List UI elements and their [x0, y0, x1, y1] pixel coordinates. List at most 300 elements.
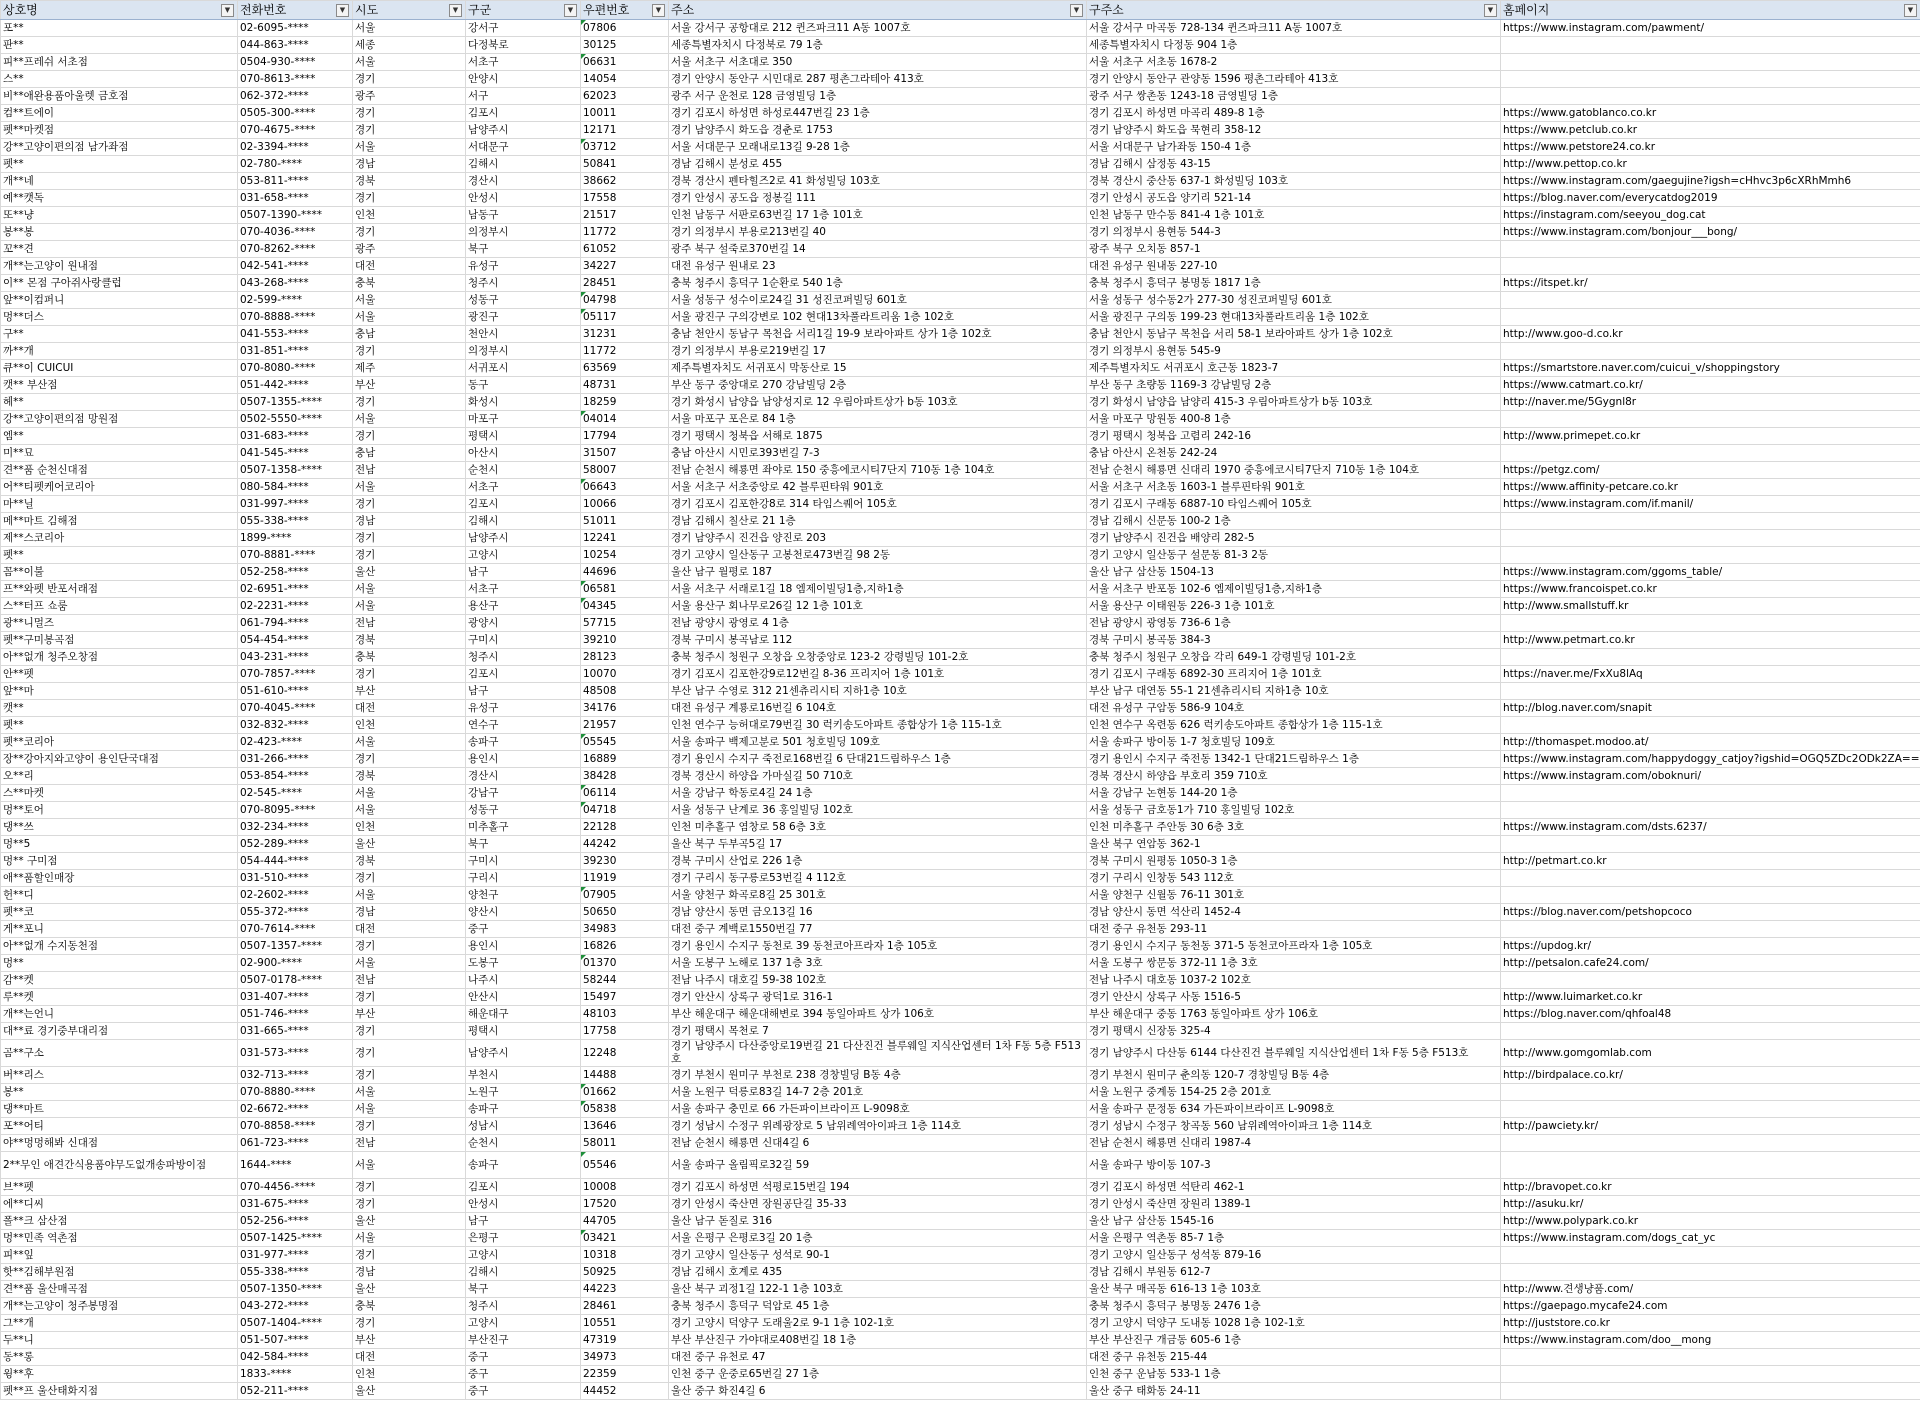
cell-homepage[interactable]: https://smartstore.naver.com/cuicui_v/shoppingstory: [1501, 360, 1920, 377]
cell-province[interactable]: 인천: [353, 717, 466, 734]
cell-district[interactable]: 강서구: [466, 20, 581, 37]
cell-old-address[interactable]: 경기 구리시 인창동 543 112호: [1087, 870, 1501, 887]
cell-phone[interactable]: 02-780-****: [238, 156, 353, 173]
cell-address[interactable]: 경기 의정부시 부용로213번길 40: [669, 224, 1087, 241]
cell-address[interactable]: 경북 경산시 하양읍 가마실길 50 710호: [669, 768, 1087, 785]
cell-homepage[interactable]: https://www.instagram.com/pawment/: [1501, 20, 1920, 37]
table-row[interactable]: [1, 224, 1920, 241]
cell-province[interactable]: 인천: [353, 1366, 466, 1383]
cell-phone[interactable]: 031-683-****: [238, 428, 353, 445]
cell-district[interactable]: 남양주시: [466, 1040, 581, 1067]
cell-address[interactable]: 부산 남구 수영로 312 21센츄리시티 지하1층 10호: [669, 683, 1087, 700]
cell-district[interactable]: 성남시: [466, 1118, 581, 1135]
cell-address[interactable]: 서울 양천구 화곡로8길 25 301호: [669, 887, 1087, 904]
cell-phone[interactable]: 043-268-****: [238, 275, 353, 292]
cell-old-address[interactable]: 대전 유성구 원내동 227-10: [1087, 258, 1501, 275]
cell-old-address[interactable]: 경북 경산시 중산동 637-1 화성빌딩 103호: [1087, 173, 1501, 190]
cell-homepage[interactable]: [1501, 54, 1920, 71]
cell-phone[interactable]: 0507-1350-****: [238, 1281, 353, 1298]
cell-name[interactable]: 댕**마트: [1, 1101, 238, 1118]
cell-name[interactable]: 펫**코리아: [1, 734, 238, 751]
cell-address[interactable]: 경기 고양시 일산동구 성석로 90-1: [669, 1247, 1087, 1264]
cell-district[interactable]: 김해시: [466, 156, 581, 173]
cell-province[interactable]: 울산: [353, 836, 466, 853]
cell-old-address[interactable]: 인천 미추홀구 주안동 30 6층 3호: [1087, 819, 1501, 836]
cell-phone[interactable]: 02-545-****: [238, 785, 353, 802]
cell-phone[interactable]: 0507-0178-****: [238, 972, 353, 989]
cell-phone[interactable]: 054-454-****: [238, 632, 353, 649]
cell-address[interactable]: 서울 서초구 서초대로 350: [669, 54, 1087, 71]
cell-homepage[interactable]: http://petsalon.cafe24.com/: [1501, 955, 1920, 972]
cell-homepage[interactable]: https://blog.naver.com/petshopcoco: [1501, 904, 1920, 921]
cell-old-address[interactable]: 광주 북구 오치동 857-1: [1087, 241, 1501, 258]
cell-name[interactable]: 큐**이 CUICUI: [1, 360, 238, 377]
cell-district[interactable]: 고양시: [466, 1247, 581, 1264]
cell-address[interactable]: 인천 미추홀구 염창로 58 6층 3호: [669, 819, 1087, 836]
table-row[interactable]: [1, 1213, 1920, 1230]
cell-address[interactable]: 서울 송파구 올림픽로32길 59: [669, 1152, 1087, 1179]
cell-address[interactable]: 경기 성남시 수정구 위례광장로 5 남위례역아이파크 1층 114호: [669, 1118, 1087, 1135]
cell-old-address[interactable]: 전남 나주시 대호동 1037-2 102호: [1087, 972, 1501, 989]
cell-province[interactable]: 광주: [353, 241, 466, 258]
table-row[interactable]: [1, 1135, 1920, 1152]
cell-zipcode[interactable]: 21957: [581, 717, 669, 734]
cell-address[interactable]: 경기 고양시 일산동구 고봉천로473번길 98 2동: [669, 547, 1087, 564]
cell-homepage[interactable]: http://birdpalace.co.kr/: [1501, 1067, 1920, 1084]
cell-phone[interactable]: 070-8888-****: [238, 309, 353, 326]
cell-phone[interactable]: 0507-1358-****: [238, 462, 353, 479]
table-row[interactable]: [1, 785, 1920, 802]
cell-district[interactable]: 성동구: [466, 292, 581, 309]
cell-district[interactable]: 남구: [466, 1213, 581, 1230]
cell-name[interactable]: 캣**: [1, 700, 238, 717]
cell-old-address[interactable]: 서울 도봉구 쌍문동 372-11 1층 3호: [1087, 955, 1501, 972]
table-row[interactable]: [1, 751, 1920, 768]
table-row[interactable]: [1, 632, 1920, 649]
table-row[interactable]: [1, 615, 1920, 632]
cell-old-address[interactable]: 경기 용인시 수지구 동천동 371-5 동천코아프라자 1층 105호: [1087, 938, 1501, 955]
cell-homepage[interactable]: [1501, 241, 1920, 258]
cell-district[interactable]: 노원구: [466, 1084, 581, 1101]
cell-old-address[interactable]: 서울 송파구 문정동 634 가든파이브라이프 L-9098호: [1087, 1101, 1501, 1118]
cell-homepage[interactable]: https://blog.naver.com/qhfoal48: [1501, 1006, 1920, 1023]
cell-name[interactable]: 견**품 울산매곡점: [1, 1281, 238, 1298]
cell-district[interactable]: 안성시: [466, 190, 581, 207]
cell-province[interactable]: 대전: [353, 1349, 466, 1366]
table-row[interactable]: [1, 1179, 1920, 1196]
cell-address[interactable]: 서울 송파구 충민로 66 가든파이브라이프 L-9098호: [669, 1101, 1087, 1118]
cell-name[interactable]: 브**펫: [1, 1179, 238, 1196]
table-row[interactable]: [1, 666, 1920, 683]
cell-address[interactable]: 서울 성동구 성수이로24길 31 성진코퍼빌딩 601호: [669, 292, 1087, 309]
cell-province[interactable]: 경기: [353, 547, 466, 564]
cell-address[interactable]: 경기 남양주시 진건읍 양진로 203: [669, 530, 1087, 547]
cell-address[interactable]: 대전 유성구 계룡로16번길 6 104호: [669, 700, 1087, 717]
cell-name[interactable]: 헌**디: [1, 887, 238, 904]
cell-zipcode[interactable]: 10254: [581, 547, 669, 564]
cell-zipcode[interactable]: 22128: [581, 819, 669, 836]
cell-zipcode[interactable]: 44452: [581, 1383, 669, 1400]
cell-district[interactable]: 북구: [466, 836, 581, 853]
cell-homepage[interactable]: [1501, 547, 1920, 564]
cell-homepage[interactable]: [1501, 292, 1920, 309]
cell-province[interactable]: 경기: [353, 1023, 466, 1040]
table-row[interactable]: [1, 360, 1920, 377]
cell-zipcode[interactable]: 04798: [581, 292, 669, 309]
cell-phone[interactable]: 044-863-****: [238, 37, 353, 54]
cell-zipcode[interactable]: 05838: [581, 1101, 669, 1118]
cell-old-address[interactable]: 서울 강남구 논현동 144-20 1층: [1087, 785, 1501, 802]
cell-district[interactable]: 안양시: [466, 71, 581, 88]
cell-name[interactable]: 어**티펫케어코리아: [1, 479, 238, 496]
cell-province[interactable]: 경기: [353, 122, 466, 139]
cell-zipcode[interactable]: 06114: [581, 785, 669, 802]
cell-name[interactable]: 야**멍멍해봐 신대점: [1, 1135, 238, 1152]
cell-name[interactable]: 비**애완용품아울렛 금호점: [1, 88, 238, 105]
cell-homepage[interactable]: [1501, 513, 1920, 530]
cell-old-address[interactable]: 경기 화성시 남양읍 남양리 415-3 우림아파트상가 b동 103호: [1087, 394, 1501, 411]
cell-province[interactable]: 서울: [353, 1152, 466, 1179]
cell-name[interactable]: 컴**트에이: [1, 105, 238, 122]
cell-old-address[interactable]: 경기 고양시 덕양구 도내동 1028 1층 102-1호: [1087, 1315, 1501, 1332]
cell-district[interactable]: 평택시: [466, 428, 581, 445]
cell-zipcode[interactable]: 11772: [581, 343, 669, 360]
cell-phone[interactable]: 0502-5550-****: [238, 411, 353, 428]
cell-old-address[interactable]: 경기 안성시 죽산면 장원리 1389-1: [1087, 1196, 1501, 1213]
cell-address[interactable]: 경기 남양주시 다산중앙로19번길 21 다산진건 블루웨일 지식산업센터 1차 F동 5층 F513호: [669, 1040, 1087, 1067]
cell-homepage[interactable]: https://www.affinity-petcare.co.kr: [1501, 479, 1920, 496]
cell-address[interactable]: 대전 중구 계백로1550번길 77: [669, 921, 1087, 938]
cell-province[interactable]: 서울: [353, 54, 466, 71]
cell-homepage[interactable]: [1501, 1349, 1920, 1366]
cell-old-address[interactable]: 경기 의정부시 용현동 545-9: [1087, 343, 1501, 360]
cell-zipcode[interactable]: 44705: [581, 1213, 669, 1230]
cell-homepage[interactable]: http://www.luimarket.co.kr: [1501, 989, 1920, 1006]
cell-old-address[interactable]: 경기 안산시 상록구 사동 1516-5: [1087, 989, 1501, 1006]
cell-name[interactable]: 루**켓: [1, 989, 238, 1006]
cell-phone[interactable]: 070-8080-****: [238, 360, 353, 377]
cell-province[interactable]: 경기: [353, 1118, 466, 1135]
cell-phone[interactable]: 02-6095-****: [238, 20, 353, 37]
cell-old-address[interactable]: 부산 부산진구 개금동 605-6 1층: [1087, 1332, 1501, 1349]
cell-district[interactable]: 광진구: [466, 309, 581, 326]
cell-phone[interactable]: 02-423-****: [238, 734, 353, 751]
cell-phone[interactable]: 061-723-****: [238, 1135, 353, 1152]
cell-homepage[interactable]: https://instagram.com/seeyou_dog.cat: [1501, 207, 1920, 224]
table-row[interactable]: [1, 836, 1920, 853]
cell-province[interactable]: 경기: [353, 496, 466, 513]
cell-name[interactable]: 핫**김해부원점: [1, 1264, 238, 1281]
cell-district[interactable]: 의정부시: [466, 343, 581, 360]
cell-name[interactable]: 두**니: [1, 1332, 238, 1349]
cell-zipcode[interactable]: 10318: [581, 1247, 669, 1264]
table-row[interactable]: [1, 275, 1920, 292]
cell-homepage[interactable]: https://www.petclub.co.kr: [1501, 122, 1920, 139]
cell-homepage[interactable]: https://www.instagram.com/if.manil/: [1501, 496, 1920, 513]
cell-province[interactable]: 서울: [353, 20, 466, 37]
cell-district[interactable]: 의정부시: [466, 224, 581, 241]
cell-phone[interactable]: 052-258-****: [238, 564, 353, 581]
table-row[interactable]: [1, 241, 1920, 258]
cell-name[interactable]: 안**펫: [1, 666, 238, 683]
cell-homepage[interactable]: https://www.gatoblanco.co.kr: [1501, 105, 1920, 122]
col-header-name[interactable]: [1, 1, 238, 20]
cell-province[interactable]: 서울: [353, 802, 466, 819]
cell-zipcode[interactable]: 10066: [581, 496, 669, 513]
cell-name[interactable]: 멍**: [1, 955, 238, 972]
cell-phone[interactable]: 031-658-****: [238, 190, 353, 207]
cell-name[interactable]: 스**터프 쇼룸: [1, 598, 238, 615]
cell-province[interactable]: 서울: [353, 1230, 466, 1247]
cell-homepage[interactable]: http://bravopet.co.kr: [1501, 1179, 1920, 1196]
cell-name[interactable]: 판**: [1, 37, 238, 54]
cell-province[interactable]: 서울: [353, 139, 466, 156]
cell-address[interactable]: 경기 구리시 동구릉로53번길 4 112호: [669, 870, 1087, 887]
cell-homepage[interactable]: [1501, 836, 1920, 853]
cell-homepage[interactable]: http://naver.me/5Gygnl8r: [1501, 394, 1920, 411]
cell-phone[interactable]: 043-231-****: [238, 649, 353, 666]
cell-address[interactable]: 경북 구미시 산업로 226 1층: [669, 853, 1087, 870]
cell-province[interactable]: 서울: [353, 309, 466, 326]
cell-province[interactable]: 충북: [353, 1298, 466, 1315]
cell-address[interactable]: 부산 동구 중앙대로 270 강남빌딩 2층: [669, 377, 1087, 394]
table-row[interactable]: [1, 530, 1920, 547]
cell-phone[interactable]: 1899-****: [238, 530, 353, 547]
cell-homepage[interactable]: [1501, 1135, 1920, 1152]
cell-homepage[interactable]: http://www.goo-d.co.kr: [1501, 326, 1920, 343]
cell-old-address[interactable]: 서울 서대문구 남가좌동 150-4 1층: [1087, 139, 1501, 156]
cell-homepage[interactable]: https://gaepago.mycafe24.com: [1501, 1298, 1920, 1315]
table-row[interactable]: [1, 1196, 1920, 1213]
cell-province[interactable]: 경남: [353, 1264, 466, 1281]
cell-old-address[interactable]: 충남 천안시 동남구 목천읍 서리 58-1 보라아파트 상가 1층 102호: [1087, 326, 1501, 343]
cell-district[interactable]: 평택시: [466, 1023, 581, 1040]
table-row[interactable]: [1, 938, 1920, 955]
cell-province[interactable]: 경남: [353, 513, 466, 530]
cell-address[interactable]: 경기 용인시 수지구 죽전로168번길 6 단대21드림하우스 1층: [669, 751, 1087, 768]
cell-address[interactable]: 서울 노원구 덕릉로83길 14-7 2층 201호: [669, 1084, 1087, 1101]
cell-province[interactable]: 서울: [353, 887, 466, 904]
cell-phone[interactable]: 051-610-****: [238, 683, 353, 700]
cell-zipcode[interactable]: 04718: [581, 802, 669, 819]
table-row[interactable]: [1, 156, 1920, 173]
cell-district[interactable]: 도봉구: [466, 955, 581, 972]
cell-district[interactable]: 아산시: [466, 445, 581, 462]
cell-homepage[interactable]: [1501, 802, 1920, 819]
table-row[interactable]: [1, 853, 1920, 870]
table-row[interactable]: [1, 700, 1920, 717]
cell-district[interactable]: 마포구: [466, 411, 581, 428]
cell-zipcode[interactable]: 58007: [581, 462, 669, 479]
cell-province[interactable]: 울산: [353, 564, 466, 581]
cell-address[interactable]: 경기 용인시 수지구 동천로 39 동천코아프라자 1층 105호: [669, 938, 1087, 955]
cell-province[interactable]: 충남: [353, 326, 466, 343]
cell-district[interactable]: 구미시: [466, 853, 581, 870]
cell-phone[interactable]: 031-573-****: [238, 1040, 353, 1067]
cell-zipcode[interactable]: 15497: [581, 989, 669, 1006]
cell-address[interactable]: 전남 광양시 광영로 4 1층: [669, 615, 1087, 632]
cell-homepage[interactable]: https://petgz.com/: [1501, 462, 1920, 479]
cell-district[interactable]: 북구: [466, 241, 581, 258]
cell-address[interactable]: 경기 고양시 덕양구 도래울2로 9-1 1층 102-1호: [669, 1315, 1087, 1332]
cell-district[interactable]: 김포시: [466, 1179, 581, 1196]
cell-name[interactable]: 댕**쓰: [1, 819, 238, 836]
cell-zipcode[interactable]: 38662: [581, 173, 669, 190]
cell-zipcode[interactable]: 63569: [581, 360, 669, 377]
cell-old-address[interactable]: 경기 부천시 원미구 춘의동 120-7 경창빌딩 B동 4층: [1087, 1067, 1501, 1084]
table-row[interactable]: [1, 88, 1920, 105]
cell-zipcode[interactable]: 28123: [581, 649, 669, 666]
cell-zipcode[interactable]: 06643: [581, 479, 669, 496]
cell-district[interactable]: 광양시: [466, 615, 581, 632]
cell-province[interactable]: 충남: [353, 445, 466, 462]
cell-old-address[interactable]: 서울 서초구 서초동 1603-1 블루핀타워 901호: [1087, 479, 1501, 496]
cell-province[interactable]: 울산: [353, 1383, 466, 1400]
cell-phone[interactable]: 061-794-****: [238, 615, 353, 632]
cell-phone[interactable]: 042-584-****: [238, 1349, 353, 1366]
cell-homepage[interactable]: https://www.instagram.com/ggoms_table/: [1501, 564, 1920, 581]
cell-zipcode[interactable]: 10008: [581, 1179, 669, 1196]
cell-homepage[interactable]: [1501, 1023, 1920, 1040]
cell-district[interactable]: 서초구: [466, 54, 581, 71]
cell-old-address[interactable]: 경북 경산시 하양읍 부호리 359 710호: [1087, 768, 1501, 785]
table-row[interactable]: [1, 598, 1920, 615]
cell-name[interactable]: 게**포니: [1, 921, 238, 938]
cell-district[interactable]: 중구: [466, 1349, 581, 1366]
cell-district[interactable]: 용인시: [466, 751, 581, 768]
table-row[interactable]: [1, 105, 1920, 122]
cell-zipcode[interactable]: 05546: [581, 1152, 669, 1179]
cell-address[interactable]: 경기 김포시 하성면 하성로447번길 23 1층: [669, 105, 1087, 122]
cell-name[interactable]: 펫**: [1, 156, 238, 173]
cell-homepage[interactable]: [1501, 1084, 1920, 1101]
table-row[interactable]: [1, 581, 1920, 598]
cell-province[interactable]: 경북: [353, 173, 466, 190]
cell-address[interactable]: 울산 남구 월평로 187: [669, 564, 1087, 581]
cell-province[interactable]: 경기: [353, 190, 466, 207]
table-row[interactable]: [1, 1067, 1920, 1084]
cell-address[interactable]: 서울 강남구 학동로4길 24 1층: [669, 785, 1087, 802]
cell-province[interactable]: 서울: [353, 479, 466, 496]
cell-address[interactable]: 부산 해운대구 해운대해변로 394 동일아파트 상가 106호: [669, 1006, 1087, 1023]
cell-name[interactable]: 까**개: [1, 343, 238, 360]
table-row[interactable]: [1, 122, 1920, 139]
cell-name[interactable]: 오**리: [1, 768, 238, 785]
cell-district[interactable]: 청주시: [466, 649, 581, 666]
cell-address[interactable]: 경북 구미시 봉곡남로 112: [669, 632, 1087, 649]
cell-address[interactable]: 울산 북구 두부곡5길 17: [669, 836, 1087, 853]
cell-district[interactable]: 구리시: [466, 870, 581, 887]
cell-zipcode[interactable]: 14054: [581, 71, 669, 88]
cell-address[interactable]: 경기 남양주시 화도읍 경춘로 1753: [669, 122, 1087, 139]
cell-phone[interactable]: 0507-1357-****: [238, 938, 353, 955]
cell-phone[interactable]: 053-854-****: [238, 768, 353, 785]
cell-district[interactable]: 송파구: [466, 1152, 581, 1179]
cell-district[interactable]: 부천시: [466, 1067, 581, 1084]
cell-name[interactable]: 윙**후: [1, 1366, 238, 1383]
col-header-phone[interactable]: [238, 1, 353, 20]
cell-province[interactable]: 울산: [353, 1281, 466, 1298]
cell-name[interactable]: 견**품 순천신대점: [1, 462, 238, 479]
cell-province[interactable]: 서울: [353, 598, 466, 615]
cell-homepage[interactable]: http://www.primepet.co.kr: [1501, 428, 1920, 445]
cell-zipcode[interactable]: 10011: [581, 105, 669, 122]
table-row[interactable]: [1, 292, 1920, 309]
cell-province[interactable]: 서울: [353, 955, 466, 972]
cell-zipcode[interactable]: 07905: [581, 887, 669, 904]
cell-name[interactable]: 동**롱: [1, 1349, 238, 1366]
cell-address[interactable]: 경기 김포시 하성면 석평로15번길 194: [669, 1179, 1087, 1196]
cell-district[interactable]: 순천시: [466, 1135, 581, 1152]
cell-province[interactable]: 서울: [353, 411, 466, 428]
cell-address[interactable]: 울산 중구 화진4길 6: [669, 1383, 1087, 1400]
cell-name[interactable]: 이** 몬점 구아쥐사랑클럽: [1, 275, 238, 292]
cell-zipcode[interactable]: 11772: [581, 224, 669, 241]
cell-name[interactable]: 헤**: [1, 394, 238, 411]
cell-old-address[interactable]: 서울 노원구 중계동 154-25 2층 201호: [1087, 1084, 1501, 1101]
table-row[interactable]: [1, 377, 1920, 394]
cell-zipcode[interactable]: 34227: [581, 258, 669, 275]
cell-old-address[interactable]: 경북 구미시 원평동 1050-3 1층: [1087, 853, 1501, 870]
table-row[interactable]: [1, 904, 1920, 921]
cell-phone[interactable]: 0507-1355-****: [238, 394, 353, 411]
cell-province[interactable]: 경기: [353, 751, 466, 768]
cell-phone[interactable]: 070-4675-****: [238, 122, 353, 139]
cell-name[interactable]: 멍**토어: [1, 802, 238, 819]
cell-province[interactable]: 대전: [353, 921, 466, 938]
cell-phone[interactable]: 055-372-****: [238, 904, 353, 921]
cell-name[interactable]: 봉**: [1, 1084, 238, 1101]
cell-name[interactable]: 개**는고양이 청주봉명점: [1, 1298, 238, 1315]
cell-old-address[interactable]: 울산 북구 연암동 362-1: [1087, 836, 1501, 853]
cell-district[interactable]: 김포시: [466, 105, 581, 122]
cell-phone[interactable]: 041-553-****: [238, 326, 353, 343]
cell-name[interactable]: 멍**5: [1, 836, 238, 853]
cell-province[interactable]: 부산: [353, 1332, 466, 1349]
cell-name[interactable]: 개**는언니: [1, 1006, 238, 1023]
cell-zipcode[interactable]: 18259: [581, 394, 669, 411]
cell-province[interactable]: 서울: [353, 785, 466, 802]
cell-zipcode[interactable]: 47319: [581, 1332, 669, 1349]
table-row[interactable]: [1, 513, 1920, 530]
cell-old-address[interactable]: 서울 은평구 역촌동 85-7 1층: [1087, 1230, 1501, 1247]
cell-district[interactable]: 양산시: [466, 904, 581, 921]
cell-homepage[interactable]: [1501, 615, 1920, 632]
cell-name[interactable]: 그**개: [1, 1315, 238, 1332]
cell-zipcode[interactable]: 50650: [581, 904, 669, 921]
cell-district[interactable]: 김포시: [466, 496, 581, 513]
cell-district[interactable]: 나주시: [466, 972, 581, 989]
table-row[interactable]: [1, 870, 1920, 887]
cell-province[interactable]: 전남: [353, 462, 466, 479]
cell-district[interactable]: 안성시: [466, 1196, 581, 1213]
cell-homepage[interactable]: http://www.견생냥품.com/: [1501, 1281, 1920, 1298]
cell-district[interactable]: 부산진구: [466, 1332, 581, 1349]
cell-phone[interactable]: 031-407-****: [238, 989, 353, 1006]
cell-district[interactable]: 성동구: [466, 802, 581, 819]
cell-address[interactable]: 서울 송파구 백제고분로 501 청호빌딩 109호: [669, 734, 1087, 751]
cell-zipcode[interactable]: 17794: [581, 428, 669, 445]
cell-address[interactable]: 대전 중구 유천로 47: [669, 1349, 1087, 1366]
cell-homepage[interactable]: https://www.catmart.co.kr/: [1501, 377, 1920, 394]
cell-district[interactable]: 서귀포시: [466, 360, 581, 377]
cell-old-address[interactable]: 경기 평택시 신장동 325-4: [1087, 1023, 1501, 1040]
cell-name[interactable]: 펫**: [1, 547, 238, 564]
cell-homepage[interactable]: http://juststore.co.kr: [1501, 1315, 1920, 1332]
cell-homepage[interactable]: [1501, 309, 1920, 326]
cell-name[interactable]: 멍** 구미점: [1, 853, 238, 870]
cell-phone[interactable]: 070-8095-****: [238, 802, 353, 819]
